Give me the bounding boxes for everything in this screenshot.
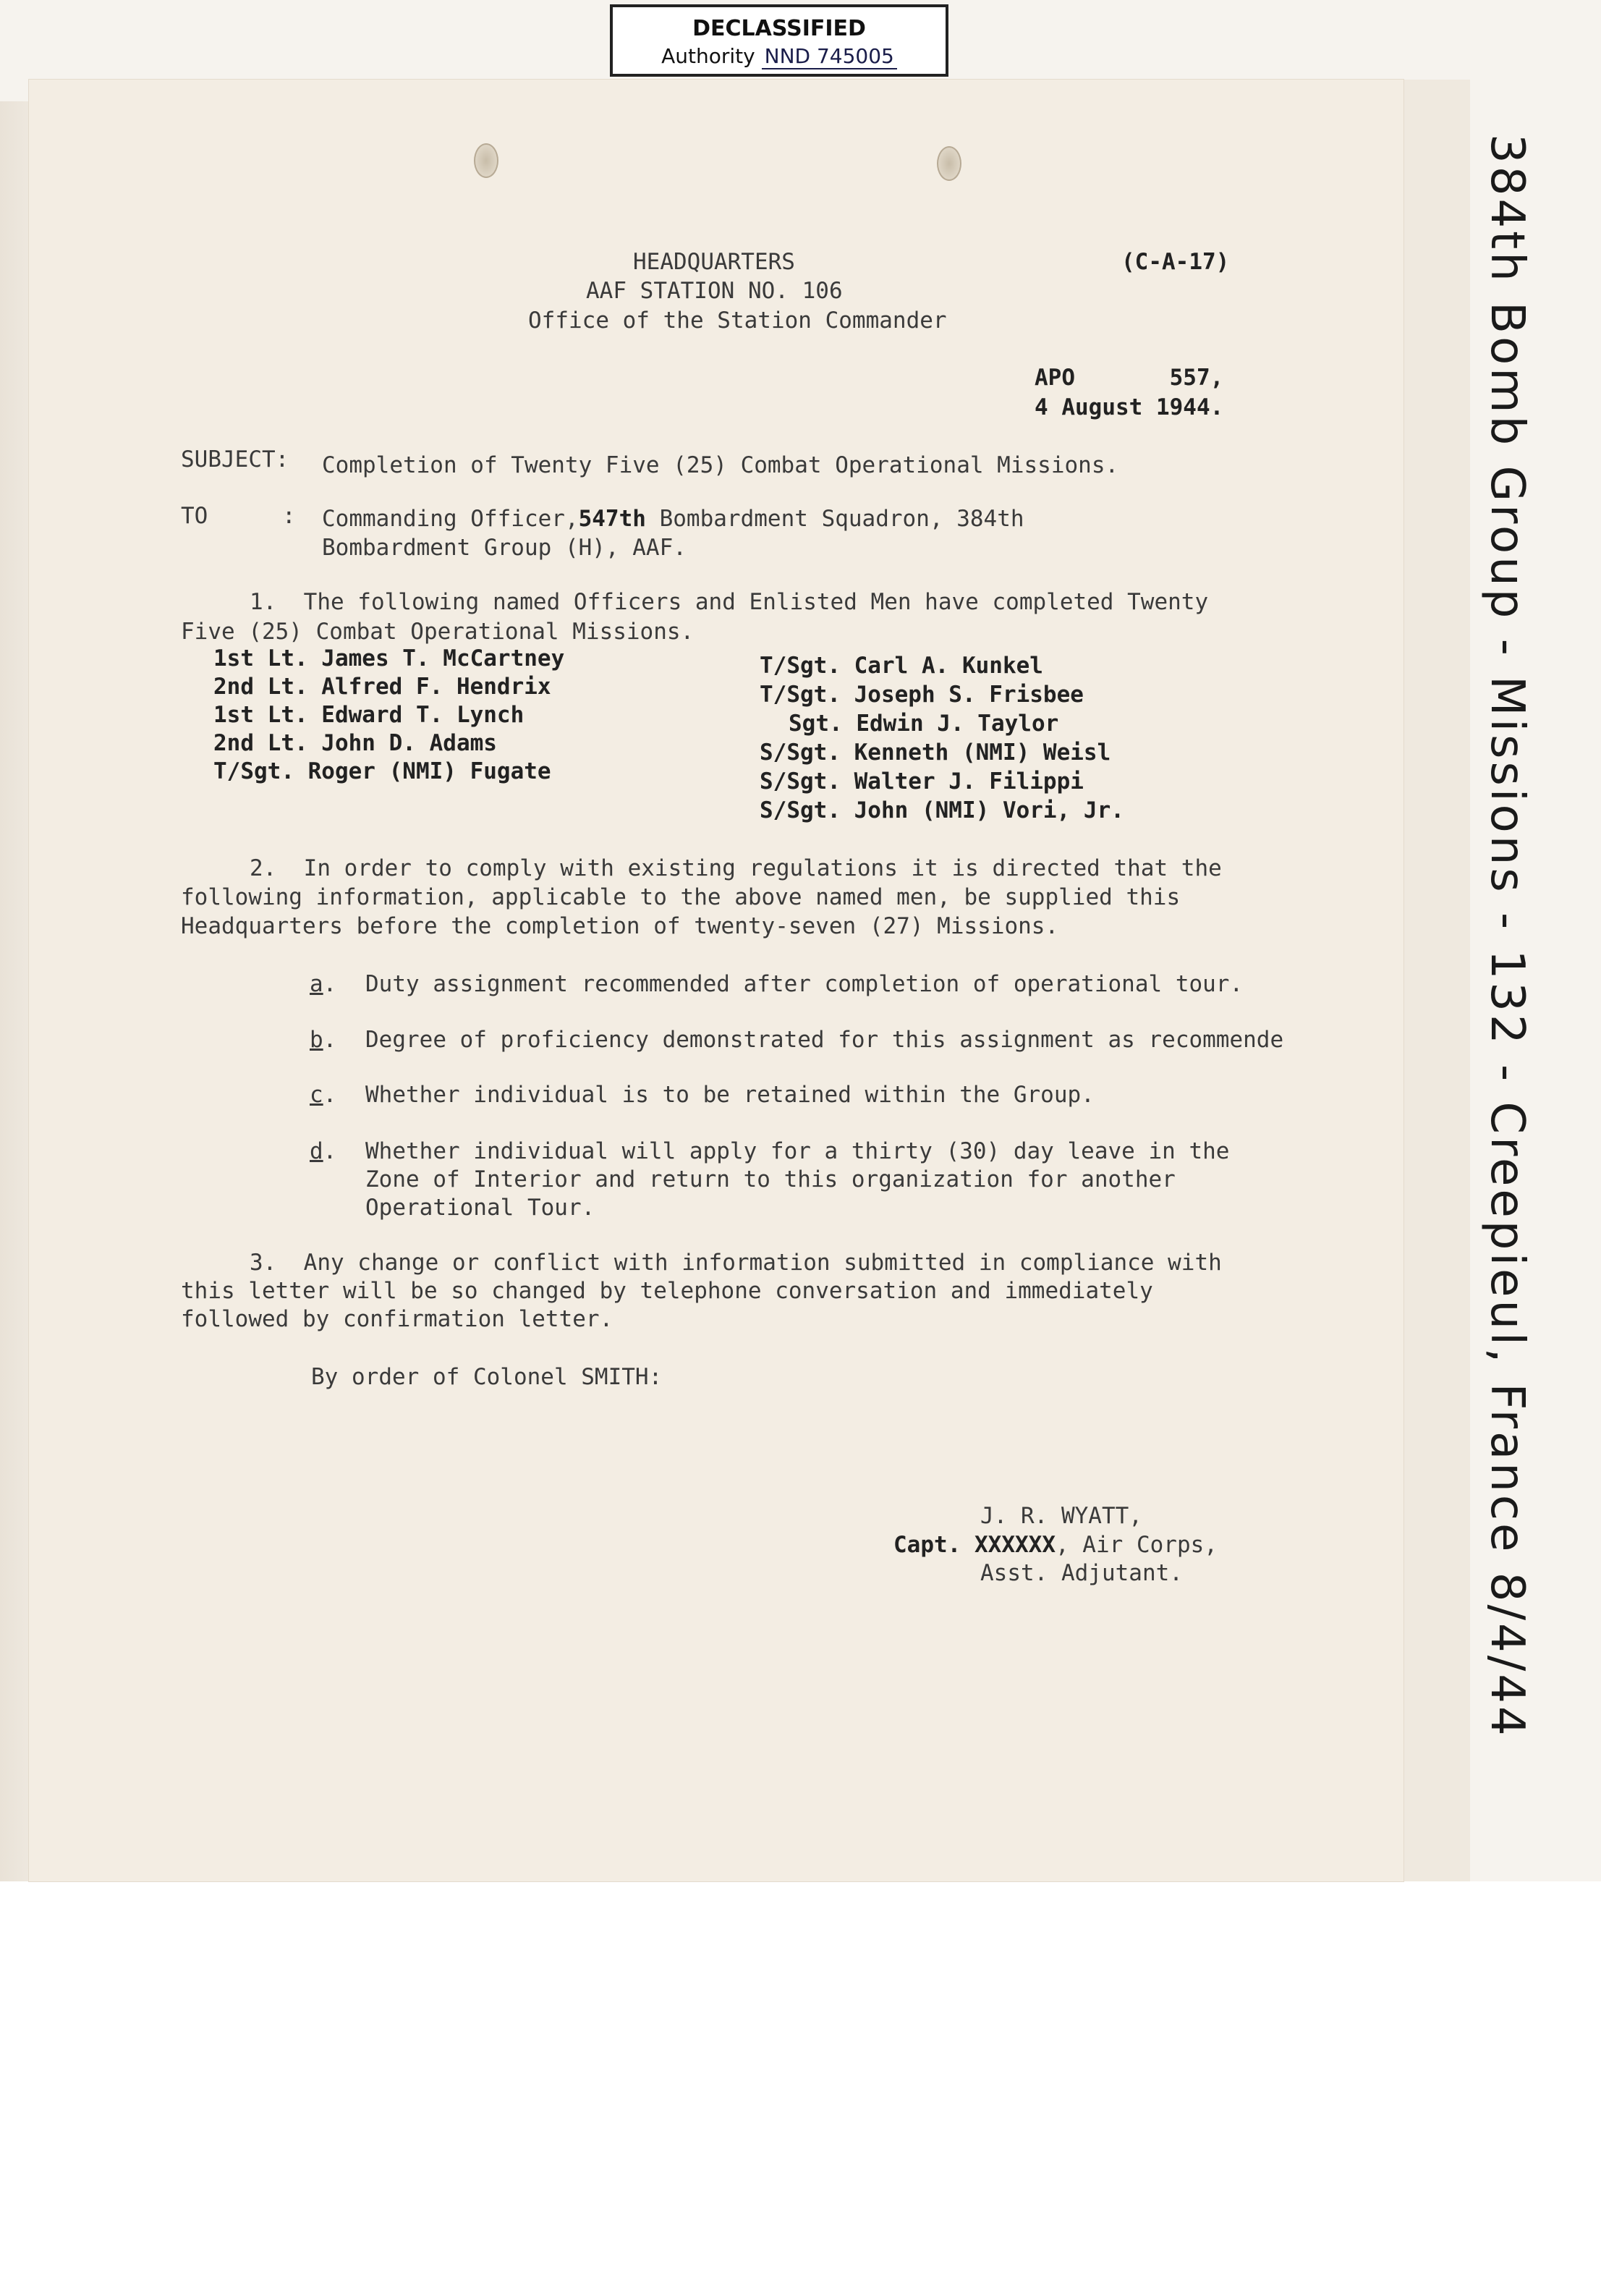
signature-title: Asst. Adjutant. (980, 1560, 1183, 1586)
stamp-authority-value: NND 745005 (762, 44, 897, 69)
officer-row: 2nd Lt. John D. Adams (213, 730, 497, 756)
item-d-line2: Zone of Interior and return to this organization for another (365, 1166, 1176, 1193)
to-squadron: 547th (578, 506, 646, 532)
item-d-line1: Whether individual will apply for a thirty (30) day leave in the (365, 1138, 1230, 1164)
document-code: (C-A-17) (1121, 249, 1230, 275)
officer-row: 2nd Lt. Alfred F. Hendrix (213, 674, 551, 700)
enlisted-row: T/Sgt. Joseph S. Frisbee (760, 682, 1084, 708)
apo-line: APO 557, (1035, 365, 1224, 391)
by-order-line: By order of Colonel SMITH: (311, 1364, 663, 1390)
letter-page (29, 80, 1403, 1881)
signature-rank-line (893, 1534, 1218, 1556)
enlisted-row: S/Sgt. Walter J. Filippi (760, 768, 1084, 795)
para2-line1: 2. In order to comply with existing regulations it is directed that the (250, 855, 1222, 881)
punch-hole-left (474, 143, 498, 178)
stamp-authority (613, 44, 946, 68)
signature-rank: Capt. (893, 1532, 961, 1558)
to-label: TO (181, 503, 208, 529)
para2-line2: following information, applicable to the above named men, be supplied this (181, 884, 1181, 910)
para3-line2: this letter will be so changed by telephone conversation and immediately (181, 1278, 1153, 1304)
item-c-marker: c. (310, 1082, 337, 1108)
para2-line3: Headquarters before the completion of twenty-seven (27) Missions. (181, 913, 1059, 939)
item-b-marker: b. (310, 1027, 337, 1053)
header-line3: Office of the Station Commander (528, 308, 947, 334)
to-colon: : (282, 503, 296, 529)
enlisted-row: S/Sgt. Kenneth (NMI) Weisl (760, 740, 1111, 766)
item-d-marker: d. (310, 1138, 337, 1164)
para3-line1: 3. Any change or conflict with information submitted in compliance with (250, 1250, 1222, 1276)
item-d-line3: Operational Tour. (365, 1195, 595, 1221)
stamp-title: DECLASSIFIED (692, 16, 866, 41)
para1-line2: Five (25) Combat Operational Missions. (181, 619, 695, 645)
item-b-text: Degree of proficiency demonstrated for this assignment as recommende (365, 1027, 1284, 1053)
officer-row: 1st Lt. James T. McCartney (213, 645, 565, 672)
signature-corps: , Air Corps, (1055, 1532, 1218, 1558)
declassified-stamp (610, 4, 948, 77)
handwritten-margin-note: 384th Bomb Group - Missions - 132 - Creepieul, France 8/4/44 (1480, 134, 1534, 1739)
officer-row: 1st Lt. Edward T. Lynch (213, 702, 525, 728)
header-line2: AAF STATION NO. 106 (586, 278, 843, 304)
to-part1: Commanding Officer, (322, 506, 579, 532)
subject-label: SUBJECT: (181, 446, 289, 473)
subject-text: Completion of Twenty Five (25) Combat Operational Missions. (322, 452, 1119, 478)
to-line2: Bombardment Group (H), AAF. (322, 535, 687, 561)
header-line1: HEADQUARTERS (633, 249, 795, 275)
enlisted-row: S/Sgt. John (NMI) Vori, Jr. (760, 797, 1124, 823)
stamp-authority-label: Authority (661, 44, 755, 68)
letter-date: 4 August 1944. (1035, 394, 1224, 420)
to-line1 (322, 508, 1024, 530)
enlisted-row: T/Sgt. Carl A. Kunkel (760, 653, 1043, 679)
to-part2: Bombardment Squadron, 384th (645, 506, 1024, 532)
signature-name: J. R. WYATT, (980, 1503, 1142, 1529)
item-a-text: Duty assignment recommended after completion of operational tour. (365, 971, 1244, 997)
para3-line3: followed by confirmation letter. (181, 1306, 613, 1332)
item-c-text: Whether individual is to be retained within the Group. (365, 1082, 1095, 1108)
officer-row: T/Sgt. Roger (NMI) Fugate (213, 758, 551, 784)
item-a-marker: a. (310, 971, 337, 997)
enlisted-row: Sgt. Edwin J. Taylor (789, 711, 1059, 737)
para1-line1: 1. The following named Officers and Enlisted Men have completed Twenty (250, 589, 1209, 615)
punch-hole-right (937, 146, 961, 181)
signature-struck: XXXXXX (974, 1532, 1056, 1558)
